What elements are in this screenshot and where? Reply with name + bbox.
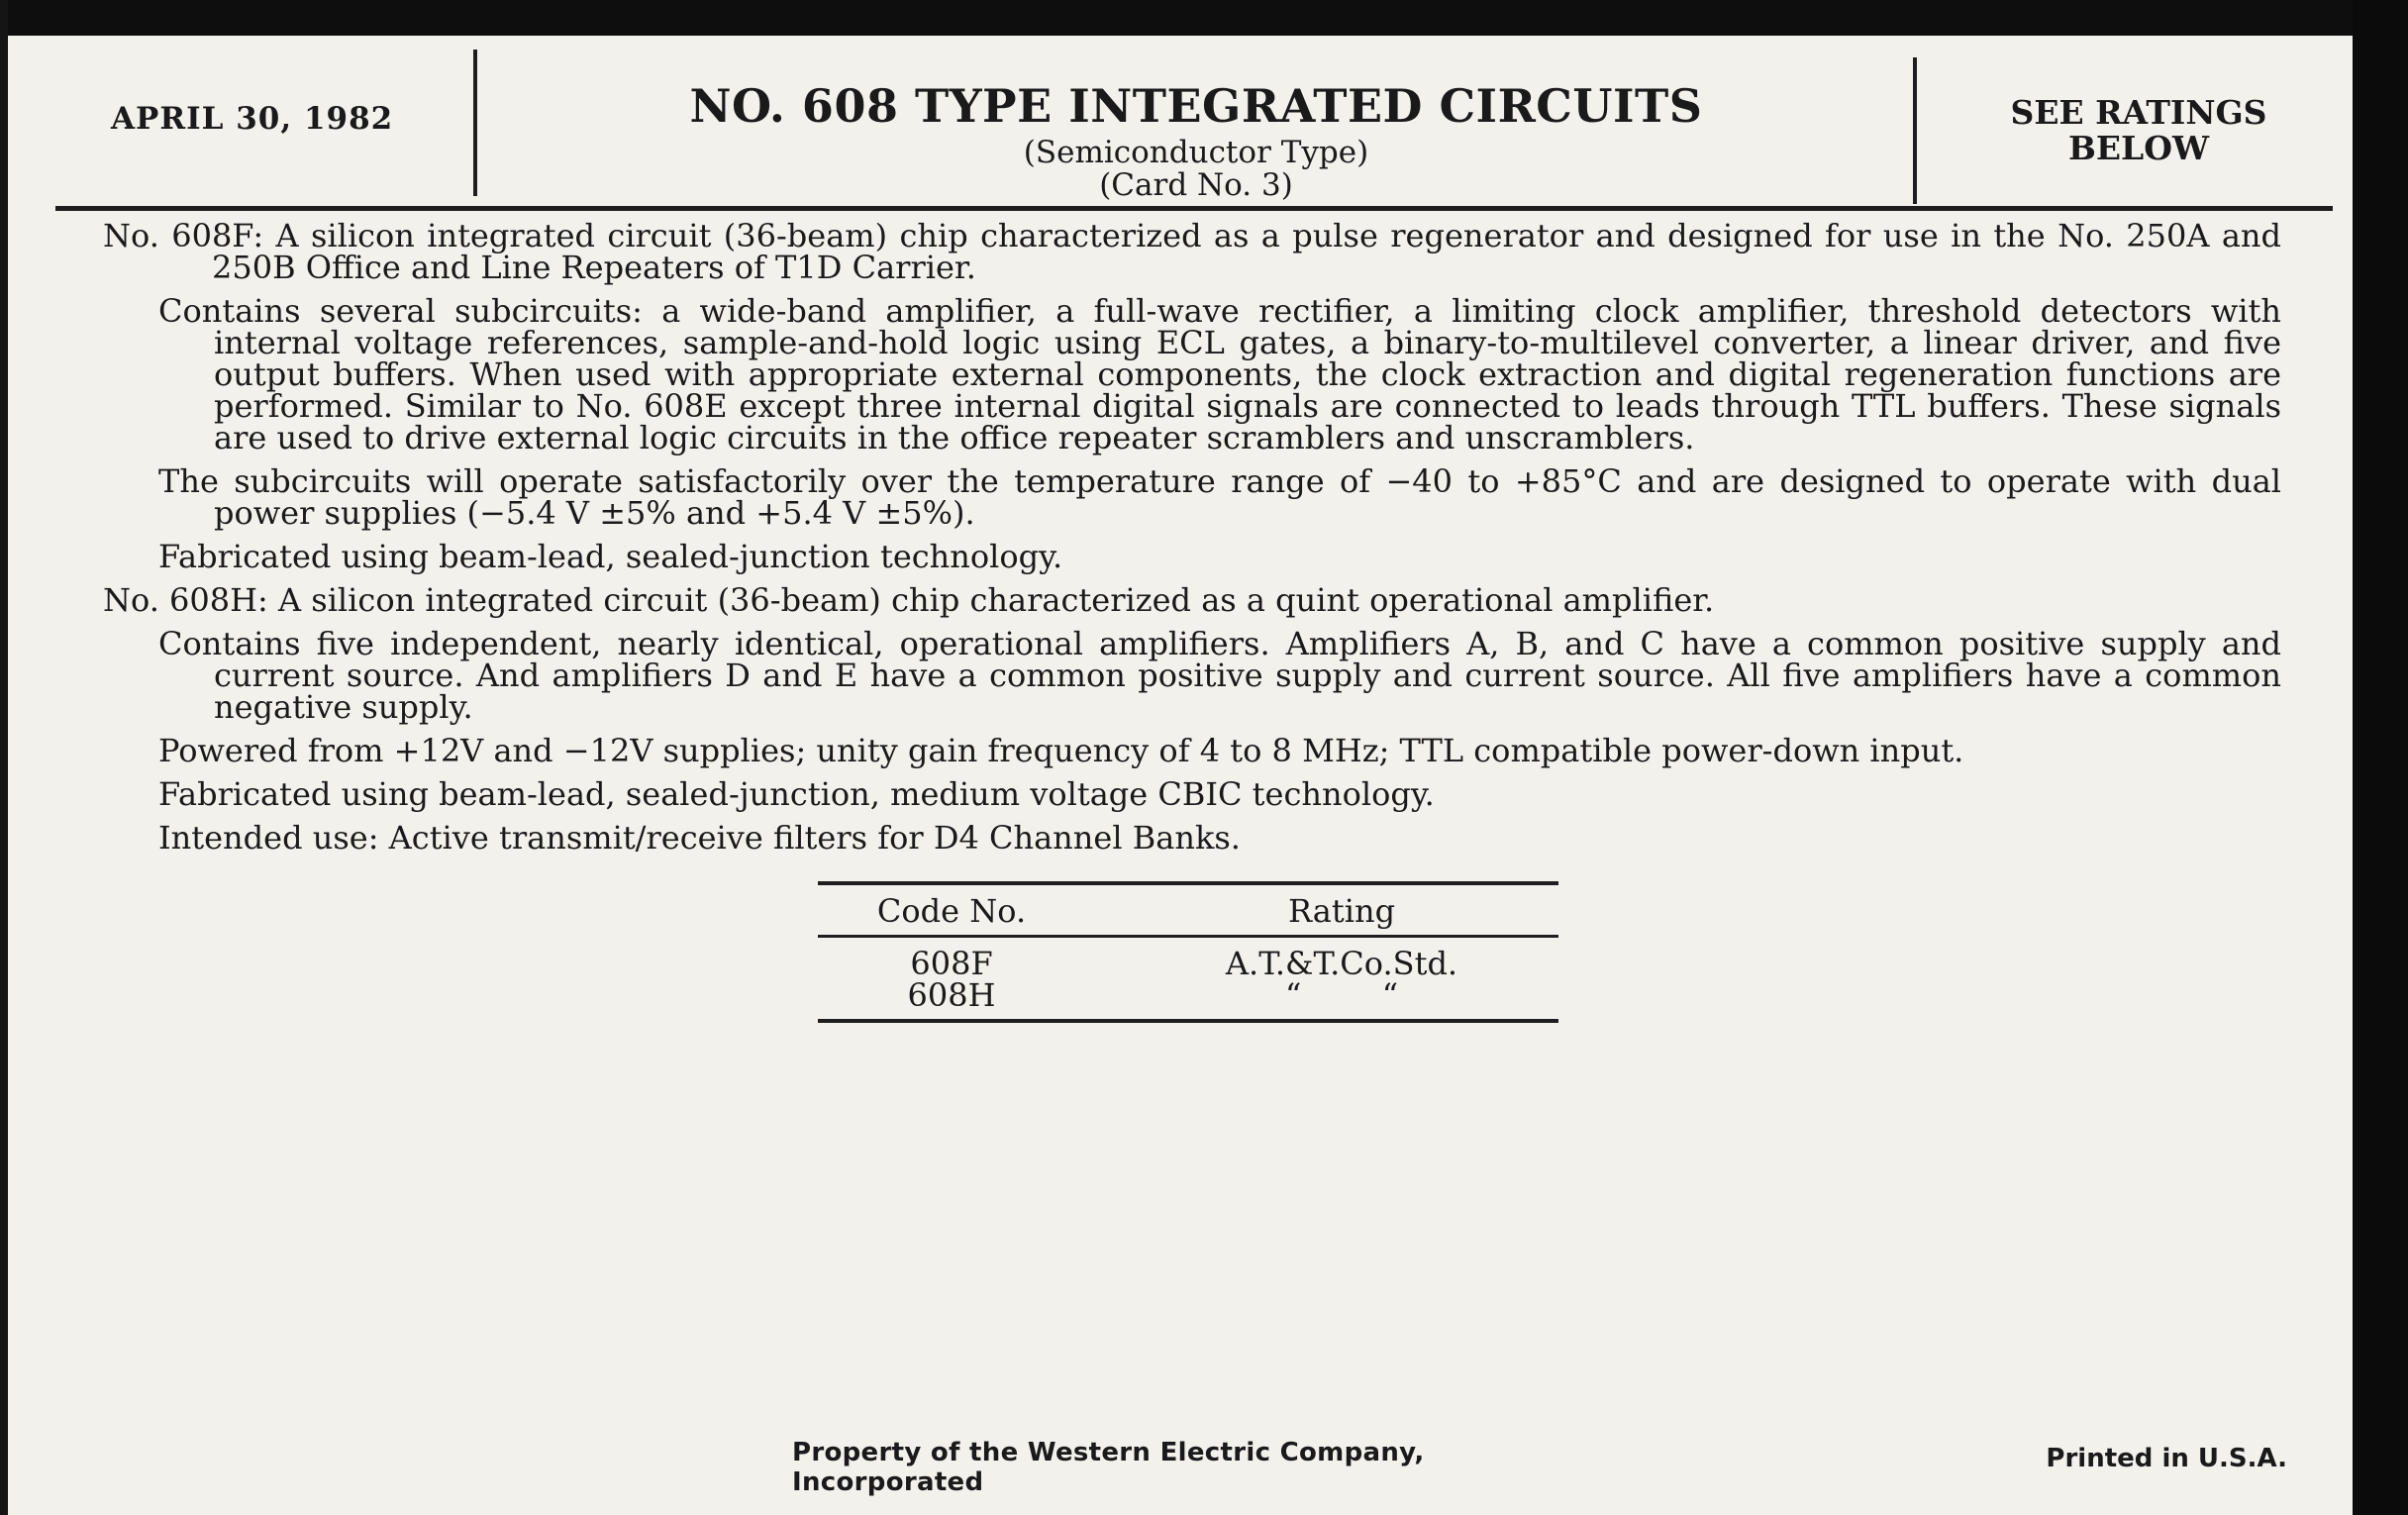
table-bottom-rule (818, 1019, 1558, 1023)
table-header-row (818, 885, 1558, 935)
issue-date: APRIL 30, 1982 (111, 101, 394, 137)
header-rule (55, 206, 2333, 211)
paragraph-608h-intro: No. 608H: A silicon integrated circuit (36-beam) chip characterized as a quint operational amplifier. (103, 581, 1715, 619)
card-subtitle: (Semiconductor Type) (1023, 135, 1369, 170)
paragraph-608f-intro: No. 608F: A silicon integrated circuit (36-beam) chip characterized as a pulse regenerator and designed for use in the No. 250A and 250B Office and Line Repeaters of T1D Carrier. (103, 217, 2281, 286)
table-cell-code: 608F (910, 945, 993, 982)
scan-border-right (2353, 0, 2408, 1515)
ratings-note-line2: BELOW (2067, 129, 2210, 167)
header-divider-right (1913, 57, 1917, 204)
scan-border-top (0, 0, 2408, 36)
paragraph-608h-fabrication: Fabricated using beam-lead, sealed-junction, medium voltage CBIC technology. (158, 775, 1435, 813)
card-body (103, 217, 2281, 865)
card-title: NO. 608 TYPE INTEGRATED CIRCUITS (689, 79, 1703, 133)
header-divider-left (473, 50, 477, 196)
footer-printed-in: Printed in U.S.A. (2046, 1444, 2287, 1473)
ratings-note (1931, 95, 2347, 166)
ratings-table (818, 881, 1558, 1023)
table-cell-code: 608H (907, 976, 996, 1014)
card-number: (Card No. 3) (1099, 167, 1293, 203)
ratings-note-line1: SEE RATINGS (2010, 93, 2267, 132)
paragraph-608f-subcircuits: Contains several subcircuits: a wide-band amplifier, a full-wave rectifier, a limiting clock amplifier, threshold detectors with internal voltage references, sample-and-hold logic using ECL gates, a binary-to-multilevel converter, a linear driver, and five output buffers. When used with appropriate external components, the clock extraction and digital regeneration functions are performed. Similar to No. 608E except three internal digital signals are connected to leads through TTL buffers. These signals are used to drive external logic circuits in the office repeater scramblers and unscramblers. (158, 292, 2281, 456)
table-row (818, 976, 1558, 1014)
table-header-code: Code No. (876, 892, 1027, 930)
table-row (818, 945, 1558, 982)
paragraph-608h-power: Powered from +12V and −12V supplies; unity gain frequency of 4 to 8 MHz; TTL compatible power-down input. (158, 732, 1964, 769)
paragraph-608h-intended-use: Intended use: Active transmit/receive filters for D4 Channel Banks. (158, 819, 1241, 857)
scan-border-left (0, 0, 8, 1515)
footer-property-notice: Property of the Western Electric Company, Incorporated (792, 1438, 1425, 1497)
table-header-rating: Rating (1287, 892, 1396, 930)
table-body (818, 938, 1558, 1019)
table-cell-rating: A.T.&T.Co.Std. (1225, 945, 1458, 982)
paragraph-608h-amplifiers: Contains five independent, nearly identical, operational amplifiers. Amplifiers A, B, and C have a common positive supply and current source. And amplifiers D and E have a common positive supply and current source. All five amplifiers have a common negative supply. (158, 625, 2281, 726)
paragraph-608f-operation: The subcircuits will operate satisfactorily over the temperature range of −40 to +85°C and are designed to operate with dual power supplies (−5.4 V ±5% and +5.4 V ±5%). (158, 462, 2281, 532)
paragraph-608f-fabrication: Fabricated using beam-lead, sealed-junction technology. (158, 538, 1063, 575)
table-cell-rating: “ “ (1284, 976, 1399, 1014)
